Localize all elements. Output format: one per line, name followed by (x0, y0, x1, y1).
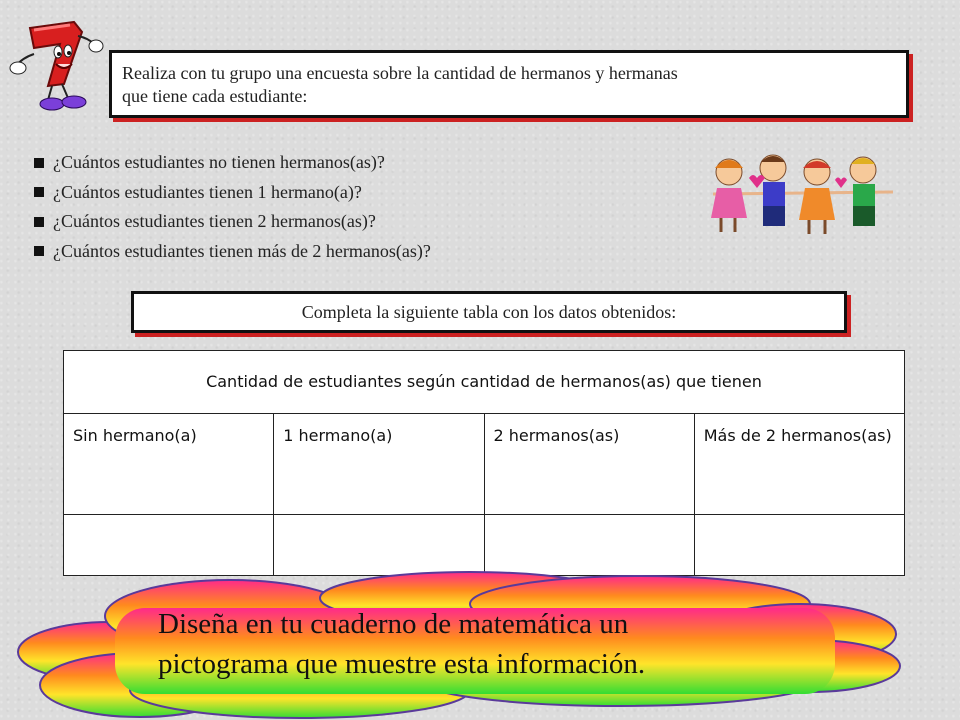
survey-instruction-box (109, 50, 909, 118)
number-seven-mascot-icon (8, 14, 104, 114)
cloud-message (158, 604, 798, 684)
instruction-line-1: Realiza con tu grupo una encuesta sobre la cantidad de hermanos y hermanas (122, 63, 678, 83)
question-item: ¿Cuántos estudiantes no tienen hermanos(as)? (34, 148, 674, 178)
children-holding-hands-icon (703, 148, 903, 236)
cloud-line-2: pictograma que muestre esta información. (158, 648, 646, 680)
table-title-cell (64, 351, 905, 414)
answer-cell-more-than-two[interactable] (694, 515, 904, 576)
instruction-line-2: que tiene cada estudiante: (122, 86, 308, 106)
column-header-two-siblings: 2 hermanos(as) (484, 414, 694, 515)
question-item: ¿Cuántos estudiantes tienen 1 hermano(a)? (34, 178, 674, 208)
square-bullet-icon (34, 217, 44, 227)
column-header-one-sibling: 1 hermano(a) (274, 414, 484, 515)
cloud-line-1: Diseña en tu cuaderno de matemática un (158, 608, 629, 640)
answer-cell-two-siblings[interactable] (484, 515, 694, 576)
table-title: Cantidad de estudiantes según cantidad de hermanos(as) que tienen (206, 372, 762, 391)
column-header-no-siblings: Sin hermano(a) (64, 414, 274, 515)
column-header-more-than-two: Más de 2 hermanos(as) (694, 414, 904, 515)
answer-cell-one-sibling[interactable] (274, 515, 484, 576)
complete-table-prompt: Completa la siguiente tabla con los datos obtenidos: (131, 291, 847, 333)
question-list (34, 148, 674, 266)
answer-cell-no-siblings[interactable] (64, 515, 274, 576)
question-item: ¿Cuántos estudiantes tienen más de 2 hermanos(as)? (34, 237, 674, 267)
square-bullet-icon (34, 246, 44, 256)
square-bullet-icon (34, 158, 44, 168)
question-item: ¿Cuántos estudiantes tienen 2 hermanos(as)? (34, 207, 674, 237)
square-bullet-icon (34, 187, 44, 197)
survey-table (63, 350, 905, 576)
